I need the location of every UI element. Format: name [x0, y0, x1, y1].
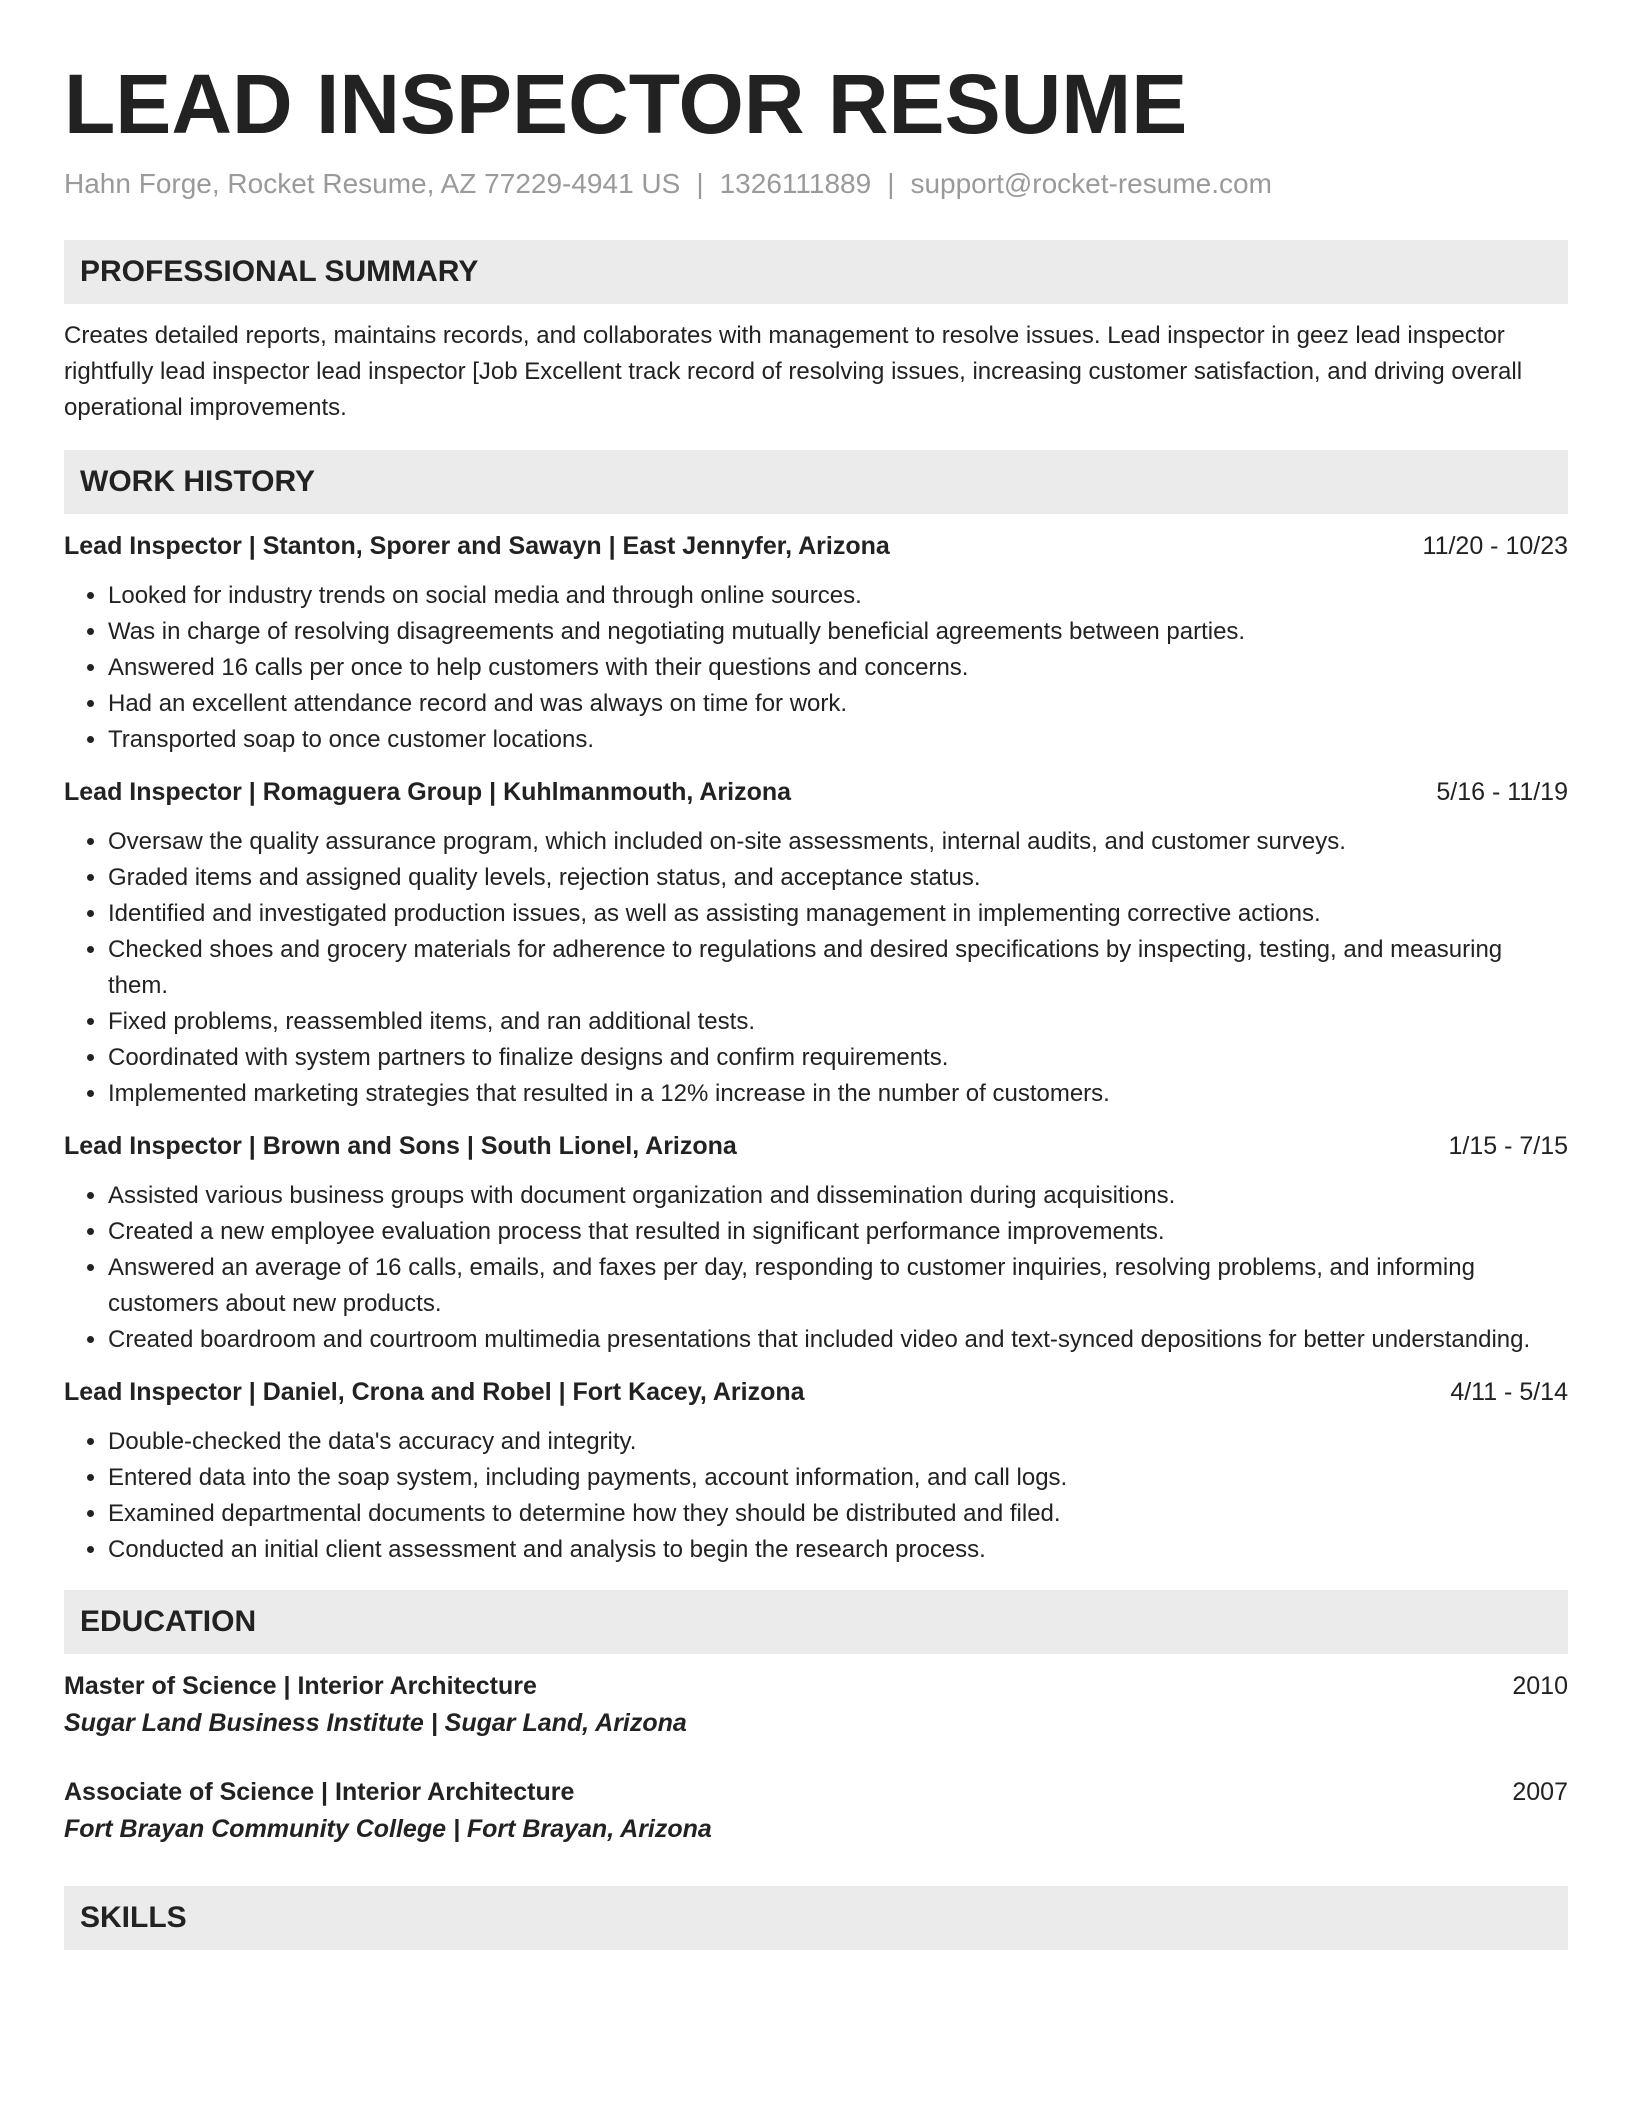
- contact-address: Hahn Forge, Rocket Resume, AZ 77229-4941 US: [64, 168, 681, 199]
- job-title: Lead Inspector | Brown and Sons | South Lionel, Arizona: [64, 1132, 737, 1160]
- job-bullet: • Coordinated with system partners to finalize designs and confirm requirements.: [108, 1040, 1568, 1076]
- contact-separator: |: [696, 168, 704, 199]
- job-bullet: • Answered 16 calls per once to help customers with their questions and concerns.: [108, 650, 1568, 686]
- education-header: [64, 1774, 1568, 1810]
- job-bullet: • Examined departmental documents to determine how they should be distributed and filed.: [108, 1496, 1568, 1532]
- job-bullet: • Entered data into the soap system, including payments, account information, and call logs.: [108, 1460, 1568, 1496]
- contact-phone: 1326111889: [719, 168, 872, 199]
- job-bullet: • Transported soap to once customer locations.: [108, 722, 1568, 758]
- job-bullet: • Double-checked the data's accuracy and integrity.: [108, 1424, 1568, 1460]
- skills-section-header: SKILLS: [64, 1886, 1568, 1950]
- job-entry: [64, 1128, 1568, 1358]
- job-bullet: • Had an excellent attendance record and was always on time for work.: [108, 686, 1568, 722]
- contact-separator: |: [887, 168, 895, 199]
- education-degree: Associate of Science | Interior Architecture: [64, 1778, 575, 1806]
- page-title: LEAD INSPECTOR RESUME: [64, 57, 1188, 151]
- job-title: Lead Inspector | Romaguera Group | Kuhlmanmouth, Arizona: [64, 778, 792, 806]
- job-bullet: • Looked for industry trends on social media and through online sources.: [108, 578, 1568, 614]
- job-header: [64, 1374, 1568, 1410]
- job-bullet: • Checked shoes and grocery materials for adherence to regulations and desired specifications by inspecting, testing, and measuring them.: [108, 932, 1568, 1004]
- job-bullets: [64, 578, 1568, 758]
- job-header: [64, 528, 1568, 564]
- job-header: [64, 774, 1568, 810]
- job-title: Lead Inspector | Daniel, Crona and Robel | Fort Kacey, Arizona: [64, 1378, 805, 1406]
- education-section-header: EDUCATION: [64, 1590, 1568, 1654]
- job-bullet: • Assisted various business groups with document organization and dissemination during acquisitions.: [108, 1178, 1568, 1214]
- job-bullet: • Created a new employee evaluation process that resulted in significant performance improvements.: [108, 1214, 1568, 1250]
- education-year: 2010: [1512, 1672, 1568, 1700]
- job-bullet: • Created boardroom and courtroom multimedia presentations that included video and text-synced depositions for better understanding.: [108, 1322, 1568, 1358]
- summary-text: Creates detailed reports, maintains records, and collaborates with management to resolve issues. Lead inspector in geez lead inspector rightfully lead inspector lead inspector [Job Excellent track record of resolving issues, increasing customer satisfaction, and driving overall operational improvements.: [64, 322, 1523, 421]
- contact-email: support@rocket-resume.com: [910, 168, 1272, 199]
- education-year: 2007: [1512, 1778, 1568, 1806]
- work-history-section-header: WORK HISTORY: [64, 450, 1568, 514]
- job-bullet: • Fixed problems, reassembled items, and ran additional tests.: [108, 1004, 1568, 1040]
- job-bullet: • Identified and investigated production issues, as well as assisting management in implementing corrective actions.: [108, 896, 1568, 932]
- job-dates: 5/16 - 11/19: [1436, 778, 1568, 806]
- education-school: Fort Brayan Community College | Fort Brayan, Arizona: [64, 1815, 712, 1843]
- job-dates: 11/20 - 10/23: [1422, 532, 1568, 560]
- job-bullet: • Oversaw the quality assurance program, which included on-site assessments, internal audits, and customer surveys.: [108, 824, 1568, 860]
- job-bullets: [64, 1178, 1568, 1358]
- job-bullets: [64, 1424, 1568, 1568]
- education-entry: [64, 1774, 1568, 1848]
- job-bullets: [64, 824, 1568, 1112]
- job-entry: [64, 1374, 1568, 1568]
- education-header: [64, 1668, 1568, 1704]
- job-bullet: • Answered an average of 16 calls, emails, and faxes per day, responding to customer inquiries, resolving problems, and informing customers about new products.: [108, 1250, 1568, 1322]
- education-degree: Master of Science | Interior Architecture: [64, 1672, 537, 1700]
- job-title: Lead Inspector | Stanton, Sporer and Sawayn | East Jennyfer, Arizona: [64, 532, 890, 560]
- job-dates: 1/15 - 7/15: [1448, 1132, 1568, 1160]
- job-entry: [64, 528, 1568, 758]
- job-entry: [64, 774, 1568, 1112]
- contact-line: [64, 166, 1568, 202]
- job-dates: 4/11 - 5/14: [1450, 1378, 1568, 1406]
- job-bullet: • Implemented marketing strategies that resulted in a 12% increase in the number of customers.: [108, 1076, 1568, 1112]
- job-bullet: • Conducted an initial client assessment and analysis to begin the research process.: [108, 1532, 1568, 1568]
- education-entry: [64, 1668, 1568, 1742]
- job-bullet: • Was in charge of resolving disagreements and negotiating mutually beneficial agreements between parties.: [108, 614, 1568, 650]
- job-header: [64, 1128, 1568, 1164]
- education-school: Sugar Land Business Institute | Sugar Land, Arizona: [64, 1709, 687, 1737]
- summary-section-header: PROFESSIONAL SUMMARY: [64, 240, 1568, 304]
- job-bullet: • Graded items and assigned quality levels, rejection status, and acceptance status.: [108, 860, 1568, 896]
